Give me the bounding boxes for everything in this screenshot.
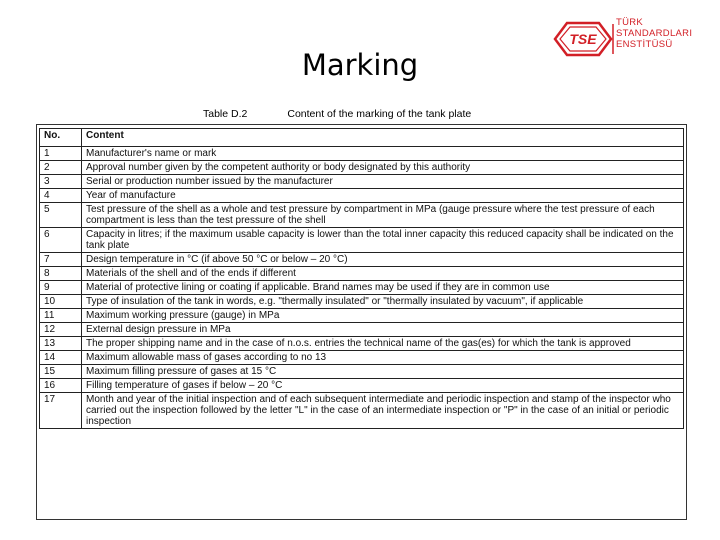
table-row [40, 323, 684, 337]
row-number: 2 [40, 161, 82, 175]
table-row [40, 203, 684, 228]
table-row [40, 147, 684, 161]
row-content: Maximum allowable mass of gases according to no 13 [82, 351, 684, 365]
marking-table [39, 128, 684, 429]
table-caption [203, 108, 471, 120]
svg-text:TSE: TSE [569, 31, 597, 47]
row-content: External design pressure in MPa [82, 323, 684, 337]
row-number: 4 [40, 189, 82, 203]
row-content: Month and year of the initial inspection and of each subsequent intermediate and periodic inspection and stamp of the inspector who carried out the inspection followed by the letter "L" in the case of an intermediate inspection or "P" in the case of an initial or periodic inspection [82, 393, 684, 429]
row-content: Year of manufacture [82, 189, 684, 203]
logo-line: ENSTİTÜSÜ [616, 39, 673, 50]
row-content: Filling temperature of gases if below – 20 °C [82, 379, 684, 393]
row-content: Maximum filling pressure of gases at 15 °C [82, 365, 684, 379]
table-caption-text: Content of the marking of the tank plate [287, 108, 472, 120]
header-no: No. [40, 129, 82, 147]
row-number: 8 [40, 267, 82, 281]
table-row [40, 351, 684, 365]
logo-line: STANDARDLARI [616, 28, 693, 39]
row-number: 13 [40, 337, 82, 351]
page-title: Marking [301, 48, 419, 82]
table-row [40, 393, 684, 429]
row-content: Design temperature in °C (if above 50 °C or below – 20 °C) [82, 253, 684, 267]
row-number: 10 [40, 295, 82, 309]
row-number: 11 [40, 309, 82, 323]
row-number: 3 [40, 175, 82, 189]
table-row [40, 379, 684, 393]
table-row [40, 161, 684, 175]
row-number: 15 [40, 365, 82, 379]
row-number: 1 [40, 147, 82, 161]
row-content: Maximum working pressure (gauge) in MPa [82, 309, 684, 323]
row-content: Materials of the shell and of the ends if different [82, 267, 684, 281]
table-row [40, 337, 684, 351]
row-content: Material of protective lining or coating if applicable. Brand names may be used if they are in common use [82, 281, 684, 295]
logo-line: TÜRK [616, 17, 644, 28]
row-number: 16 [40, 379, 82, 393]
row-content: Test pressure of the shell as a whole and test pressure by compartment in MPa (gauge pressure where the test pressure of each compartment is less than the test pressure of the shell [82, 203, 684, 228]
row-number: 7 [40, 253, 82, 267]
table-row [40, 175, 684, 189]
row-content: The proper shipping name and in the case of n.o.s. entries the technical name of the gas(es) for which the tank is approved [82, 337, 684, 351]
table-row [40, 267, 684, 281]
row-number: 12 [40, 323, 82, 337]
table-caption-label: Table D.2 [203, 108, 248, 120]
table-row [40, 189, 684, 203]
table-row [40, 253, 684, 267]
logo-text [616, 17, 692, 50]
row-number: 9 [40, 281, 82, 295]
table-row [40, 309, 684, 323]
table-header-row [40, 129, 684, 147]
row-content: Approval number given by the competent authority or body designated by this authority [82, 161, 684, 175]
row-number: 17 [40, 393, 82, 429]
table-row [40, 295, 684, 309]
table-row [40, 228, 684, 253]
row-number: 14 [40, 351, 82, 365]
header-content: Content [82, 129, 684, 147]
row-content: Manufacturer's name or mark [82, 147, 684, 161]
row-number: 5 [40, 203, 82, 228]
table-row [40, 365, 684, 379]
row-content: Serial or production number issued by the manufacturer [82, 175, 684, 189]
table-row [40, 281, 684, 295]
row-content: Type of insulation of the tank in words, e.g. "thermally insulated" or "thermally insulated by vacuum", if applicable [82, 295, 684, 309]
row-number: 6 [40, 228, 82, 253]
row-content: Capacity in litres; if the maximum usable capacity is lower than the total inner capacity this reduced capacity shall be indicated on the tank plate [82, 228, 684, 253]
